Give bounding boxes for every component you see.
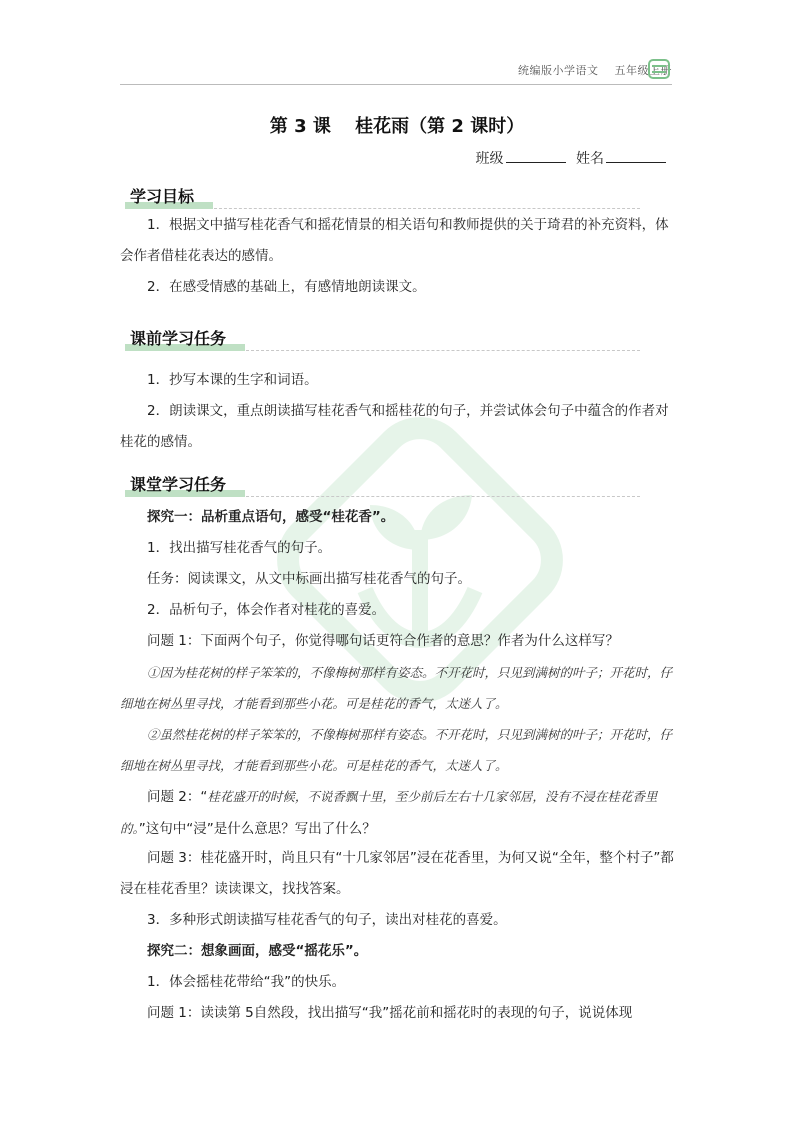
section-title: 学习目标 <box>130 187 195 206</box>
question-suffix: ”这句中“浸”是什么意思？写出了什么？ <box>138 821 376 837</box>
class-blank[interactable] <box>506 148 566 163</box>
goal-item: 2．在感受情感的基础上，有感情地朗读课文。 <box>147 279 426 295</box>
lesson-name: 桂花雨（第 2 课时） <box>355 116 525 137</box>
explore-one-heading: 探究一：品析重点语句，感受“桂花香”。 <box>147 509 395 525</box>
heading-dashed-line <box>246 350 640 351</box>
lesson-number: 第 3 课 <box>269 116 331 137</box>
section-goals-heading <box>120 182 640 212</box>
sentence-two: ②虽然桂花树的样子笨笨的，不像梅树那样有姿态。不开花时，只见到满树的叶子；开花时，仔细地在树丛里寻找，才能看到那些小花。可是桂花的香气，太迷人了。 <box>120 727 673 773</box>
lesson-title <box>0 112 794 138</box>
step-item: 1．体会摇桂花带给“我”的快乐。 <box>147 974 346 990</box>
section-title: 课前学习任务 <box>130 329 227 348</box>
explore-two-heading: 探究二：想象画面，感受“摇花乐”。 <box>147 943 368 959</box>
goal-item: 1．根据文中描写桂花香气和摇花情景的相关语句和教师提供的关于琦君的补充资料，体会作者借桂花表达的感情。 <box>120 217 669 264</box>
pre-item: 2．朗读课文，重点朗读描写桂花香气和摇桂花的句子，并尝试体会句子中蕴含的作者对桂花的感情。 <box>120 403 669 450</box>
header-divider <box>120 84 672 85</box>
question-item: 问题 1：下面两个句子，你觉得哪句话更符合作者的意思？作者为什么这样写？ <box>147 633 619 649</box>
question-item: 问题 1：读读第 5自然段，找出描写“我”摇花前和摇花时的表现的句子，说说体现 <box>147 1005 633 1021</box>
question-item <box>120 781 676 845</box>
sentence-one: ①因为桂花树的样子笨笨的，不像梅树那样有姿态。不开花时，只见到满树的叶子；开花时，仔细地在树丛里寻找，才能看到那些小花。可是桂花的香气，太迷人了。 <box>120 665 673 711</box>
step-item: 3．多种形式朗读描写桂花香气的句子，读出对桂花的喜爱。 <box>147 912 507 928</box>
section-pre-heading <box>120 324 640 354</box>
question-prefix: 问题 2：“ <box>147 789 208 805</box>
class-name-fields <box>476 148 672 168</box>
quoted-sentence: 桂花盛开的时候，不说香飘十里，至少前后左右十几家邻居，没有不浸在桂花香里的。 <box>120 789 658 836</box>
name-label: 姓名 <box>576 151 604 167</box>
name-blank[interactable] <box>606 148 666 163</box>
step-item: 2．品析句子，体会作者对桂花的喜爱。 <box>147 602 386 618</box>
heading-dashed-line <box>246 496 640 497</box>
section-title: 课堂学习任务 <box>130 475 227 494</box>
pre-item: 1．抄写本课的生字和词语。 <box>147 372 318 388</box>
task-item: 任务：阅读课文，从文中标画出描写桂花香气的句子。 <box>147 571 471 587</box>
step-item: 1．找出描写桂花香气的句子。 <box>147 540 332 556</box>
heading-dashed-line <box>214 208 640 209</box>
textbook-name: 统编版小学语文 <box>518 64 599 77</box>
class-label: 班级 <box>475 151 504 167</box>
grade-label: 五年级上册 <box>614 64 672 77</box>
book-logo-icon <box>648 58 670 80</box>
question-item: 问题 3：桂花盛开时，尚且只有“十几家邻居”浸在花香里，为何又说“全年，整个村子”都浸在桂花香里？读读课文，找找答案。 <box>120 850 674 897</box>
section-class-heading <box>120 470 640 500</box>
